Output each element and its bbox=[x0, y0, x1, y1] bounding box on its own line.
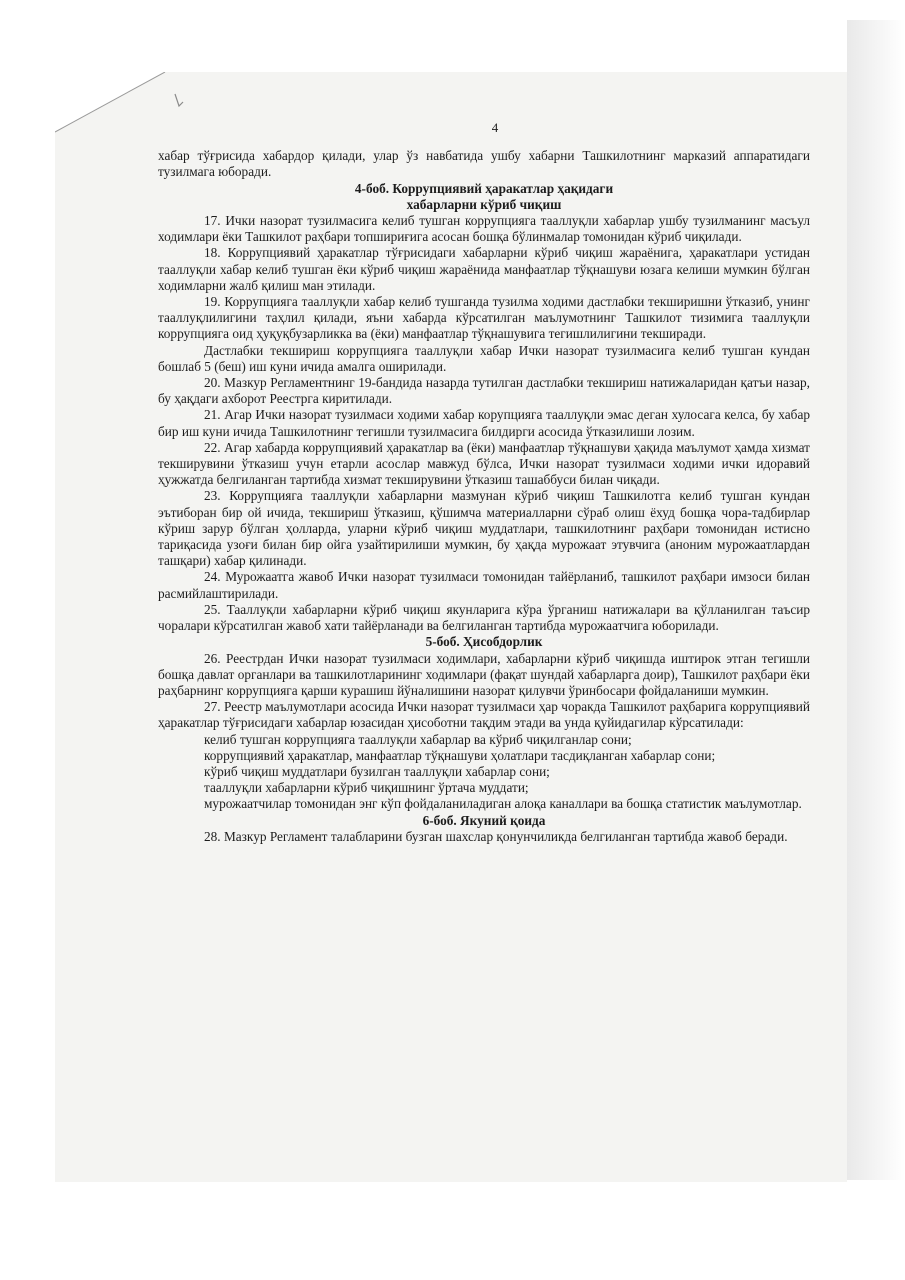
section-heading: хабарларни кўриб чиқиш bbox=[406, 196, 562, 212]
document-body bbox=[158, 148, 810, 845]
section-heading: 4-боб. Коррупциявий ҳаракатлар ҳақидаги bbox=[354, 180, 614, 196]
paragraph: 22. Агар хабарда коррупциявий ҳаракатлар ва (ёки) манфаатлар тўқнашуви ҳақида маълумот ҳамда хизмат текширувини ўтказиш учун етарли асослар мавжуд бўлса, Ички назорат тузилмаси ходими ички идоравий ҳужжатда белгиланган тартибда хизмат текширувини ўтказиш ташаббуси билан чиқади. bbox=[158, 439, 810, 488]
list-item: кўриб чиқиш муддатлари бузилган тааллуқли хабарлар сони; bbox=[204, 763, 550, 779]
paragraph: 28. Мазкур Регламент талабларини бузган шахслар қонунчиликда белгиланган тартибда жавоб беради. bbox=[204, 828, 788, 844]
paragraph: хабар тўғрисида хабардор қилади, улар ўз навбатида ушбу хабарни Ташкилотнинг марказий аппаратидаги тузилмага юборади. bbox=[158, 148, 810, 180]
paragraph: 17. Ички назорат тузилмасига келиб тушган коррупцияга тааллуқли хабарлар ушбу тузилманинг масъул ходимлари ёки Ташкилот раҳбари топшириғига асосан бошқа бўлинмалар томонидан кўриб чиқилади. bbox=[158, 213, 810, 245]
section-heading: 5-боб. Ҳисобдорлик bbox=[425, 634, 543, 650]
scan-edge-shadow bbox=[847, 20, 905, 1180]
paragraph: 25. Тааллуқли хабарларни кўриб чиқиш якунларига кўра ўрганиш натижалари ва қўлланилган таъсир чоралари кўрсатилган жавоб хати тайёрланади ва белгиланган тартибда мурожаатчига юборилади. bbox=[158, 601, 810, 634]
paragraph: 19. Коррупцияга тааллуқли хабар келиб тушганда тузилма ходими дастлабки текширишни ўтказиб, унинг тааллуқлилигини таҳлил қилади, яъни хабарда кўрсатилган маълумотнинг Ташкилот тизимига тааллуқли коррупцияга оид ҳуқуқбузарликка ва (ёки) манфаатлар тўқнашувига тегишлилигини текширади. bbox=[158, 294, 810, 342]
list-item: келиб тушган коррупцияга тааллуқли хабарлар ва кўриб чиқилганлар сони; bbox=[204, 731, 632, 747]
paragraph: 21. Агар Ички назорат тузилмаси ходими хабар корупцияга тааллуқли эмас деган хулосага келса, бу хабар бир иш куни ичида Ташкилотнинг тегишли тузилмасига билдирги асосида ўтказилиши лозим. bbox=[158, 407, 810, 439]
list-item: коррупциявий ҳаракатлар, манфаатлар тўқнашуви ҳолатлари тасдиқланган хабарлар сони; bbox=[204, 747, 716, 763]
paragraph: мурожаатчилар томонидан энг кўп фойдаланиладиган алоқа каналлари ва бошқа статистик маълумотлар. bbox=[204, 796, 802, 812]
paragraph: 24. Мурожаатга жавоб Ички назорат тузилмаси томонидан тайёрланиб, ташкилот раҳбари имзоси билан расмийлаштирилади. bbox=[158, 569, 810, 601]
list-item: тааллуқли хабарларни кўриб чиқишнинг ўртача муддати; bbox=[204, 780, 529, 796]
paragraph: 23. Коррупцияга тааллуқли хабарларни мазмунан кўриб чиқиш Ташкилотга келиб тушган кундан эътиборан бир ой ичида, текшириш ўтказиш, қўшимча материалларни сўраб олиш ёхуд бошқа чора-тадбирлар кўриш зарур бўлган ҳолларда, уларни кўриб чиқиш муддатлари, ташкилотнинг раҳбари томонидан истисно тариқасида узоғи билан бир ойга узайтирилиши мумкин, бу ҳақда мурожаат этувчига (аноним мурожаатлардан ташқари) хабар қилинади. bbox=[158, 488, 810, 569]
paragraph: 20. Мазкур Регламентнинг 19-бандида назарда тутилган дастлабки текшириш натижаларидан қатъи назар, бу ҳақдаги ахборот Реестрга киритилади. bbox=[158, 375, 810, 407]
paragraph: 27. Реестр маълумотлари асосида Ички назорат тузилмаси ҳар чоракда Ташкилот раҳбарига коррупциявий ҳаракатлар тўғрисидаги хабарлар юзасидан ҳисоботни тақдим этади ва унда қуйидагилар кўрсатилади: bbox=[158, 699, 810, 731]
document-page bbox=[158, 120, 810, 845]
paragraph: 26. Реестрдан Ички назорат тузилмаси ходимлари, хабарларни кўриб чиқишда иштирок этган тегишли бошқа давлат органлари ва ташкилотларининг ходимлари (фақат шундай хабарларга доир), Ташкилот раҳбари ёки раҳбарнинг коррупцияга қарши курашиш йўналишини назорат қилувчи ўринбосари фойдаланиши мумкин. bbox=[158, 650, 810, 698]
page-number: 4 bbox=[491, 120, 499, 135]
section-heading: 6-боб. Якуний қоида bbox=[422, 812, 546, 828]
paragraph: 18. Коррупциявий ҳаракатлар тўғрисидаги хабарларни кўриб чиқиш жараёнига, ҳаракатлари устидан тааллуқли хабар келиб тушган ёки кўриб чиқиш жараёнида манфаатлар тўқнашуви юзага келиши мумкин бўлган ходимларни жалб қилиш ман этилади. bbox=[158, 245, 810, 293]
paragraph: Дастлабки текшириш коррупцияга тааллуқли хабар Ички назорат тузилмасига келиб тушган кундан бошлаб 5 (беш) иш куни ичида амалга оширилади. bbox=[158, 342, 810, 374]
